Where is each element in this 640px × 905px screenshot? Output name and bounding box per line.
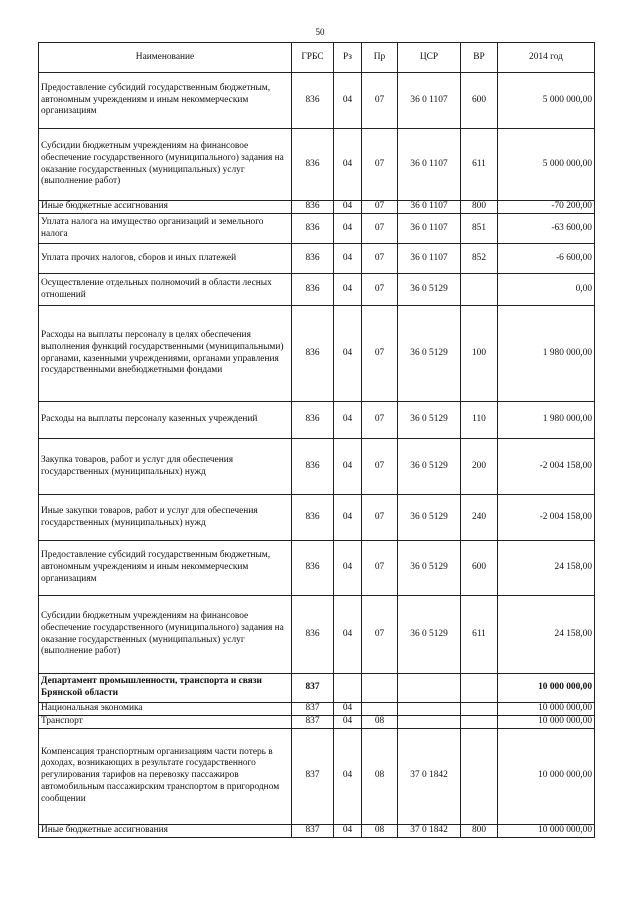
row-vr: 240 [461, 495, 498, 541]
row-amount: 24 158,00 [498, 596, 595, 674]
row-name: Иные бюджетные ассигнования [39, 201, 292, 214]
row-name: Компенсация транспортным организациям части потерь в доходах, возникающих в результате государственного регулирования тарифов на перевозку пассажиров автомобильным пассажирским транспортом в пригородном сообщении [39, 728, 292, 824]
row-grbs: 836 [292, 73, 334, 129]
header-name: Наименование [39, 43, 292, 73]
table-row [39, 201, 595, 214]
row-name: Предоставление субсидий государственным бюджетным, автономным учреждениям и иным некоммерческим организациям [39, 541, 292, 596]
row-pr: 07 [362, 244, 398, 274]
row-name: Предоставление субсидий государственным бюджетным, автономным учреждениям и иным некоммерческим организациям [39, 73, 292, 129]
row-grbs: 837 [292, 728, 334, 824]
row-vr: 600 [461, 73, 498, 129]
row-rz: 04 [334, 73, 362, 129]
row-rz: 04 [334, 439, 362, 495]
header-year: 2014 год [498, 43, 595, 73]
row-rz: 04 [334, 715, 362, 728]
row-grbs: 836 [292, 439, 334, 495]
row-vr: 200 [461, 439, 498, 495]
row-amount: -63 600,00 [498, 214, 595, 244]
row-grbs: 836 [292, 541, 334, 596]
row-rz: 04 [334, 596, 362, 674]
row-rz [334, 674, 362, 703]
table-row [39, 703, 595, 716]
row-rz: 04 [334, 824, 362, 837]
table-row [39, 728, 595, 824]
row-pr: 07 [362, 274, 398, 306]
row-name: Национальная экономика [39, 703, 292, 716]
row-csr: 36 0 5129 [398, 439, 461, 495]
row-amount: 5 000 000,00 [498, 129, 595, 201]
row-csr: 36 0 5129 [398, 541, 461, 596]
row-amount: -6 600,00 [498, 244, 595, 274]
row-vr: 800 [461, 824, 498, 837]
header-csr: ЦСР [398, 43, 461, 73]
row-csr: 36 0 5129 [398, 306, 461, 402]
row-vr: 800 [461, 201, 498, 214]
row-name: Расходы на выплаты персоналу в целях обеспечения выполнения функций государственными (муниципальными) органами, казенными учреждениями, органами управления государственными внебюджетными фондами [39, 306, 292, 402]
row-grbs: 836 [292, 596, 334, 674]
row-amount: 10 000 000,00 [498, 715, 595, 728]
row-pr: 07 [362, 495, 398, 541]
row-csr [398, 674, 461, 703]
row-grbs: 837 [292, 824, 334, 837]
row-pr: 08 [362, 715, 398, 728]
row-vr [461, 703, 498, 716]
header-rz: Рз [334, 43, 362, 73]
row-grbs: 837 [292, 674, 334, 703]
row-pr: 07 [362, 129, 398, 201]
row-grbs: 836 [292, 214, 334, 244]
row-vr [461, 674, 498, 703]
row-name: Осуществление отдельных полномочий в области лесных отношений [39, 274, 292, 306]
row-amount: 10 000 000,00 [498, 728, 595, 824]
row-pr: 07 [362, 439, 398, 495]
row-name: Закупка товаров, работ и услуг для обеспечения государственных (муниципальных) нужд [39, 439, 292, 495]
header-grbs: ГРБС [292, 43, 334, 73]
page-number: 50 [315, 27, 325, 37]
row-rz: 04 [334, 129, 362, 201]
row-rz: 04 [334, 244, 362, 274]
table-row [39, 674, 595, 703]
table-row [39, 439, 595, 495]
header-pr: Пр [362, 43, 398, 73]
row-amount: 0,00 [498, 274, 595, 306]
row-amount: 10 000 000,00 [498, 703, 595, 716]
row-rz: 04 [334, 728, 362, 824]
row-name: Уплата прочих налогов, сборов и иных платежей [39, 244, 292, 274]
row-pr [362, 703, 398, 716]
table-row [39, 495, 595, 541]
row-amount: -70 200,00 [498, 201, 595, 214]
row-vr: 851 [461, 214, 498, 244]
row-vr [461, 728, 498, 824]
row-name: Иные бюджетные ассигнования [39, 824, 292, 837]
row-csr: 37 0 1842 [398, 824, 461, 837]
row-grbs: 836 [292, 306, 334, 402]
row-name: Иные закупки товаров, работ и услуг для обеспечения государственных (муниципальных) нужд [39, 495, 292, 541]
row-rz: 04 [334, 201, 362, 214]
row-grbs: 836 [292, 244, 334, 274]
row-name: Транспорт [39, 715, 292, 728]
row-grbs: 836 [292, 129, 334, 201]
row-rz: 04 [334, 541, 362, 596]
row-pr [362, 674, 398, 703]
row-csr: 36 0 1107 [398, 129, 461, 201]
row-name: Субсидии бюджетным учреждениям на финансовое обеспечение государственного (муниципального) задания на оказание государственных (муниципальных) услуг (выполнение работ) [39, 596, 292, 674]
row-amount: 10 000 000,00 [498, 674, 595, 703]
row-rz: 04 [334, 402, 362, 439]
row-name: Субсидии бюджетным учреждениям на финансовое обеспечение государственного (муниципального) задания на оказание государственных (муниципальных) услуг (выполнение работ) [39, 129, 292, 201]
row-pr: 07 [362, 402, 398, 439]
row-amount: 24 158,00 [498, 541, 595, 596]
table-row [39, 715, 595, 728]
row-name: Уплата налога на имущество организаций и земельного налога [39, 214, 292, 244]
row-pr: 07 [362, 306, 398, 402]
table-row [39, 129, 595, 201]
table-row [39, 824, 595, 837]
table-row [39, 541, 595, 596]
row-rz: 04 [334, 214, 362, 244]
row-csr: 36 0 1107 [398, 201, 461, 214]
row-csr: 36 0 1107 [398, 73, 461, 129]
row-grbs: 836 [292, 201, 334, 214]
table-row [39, 73, 595, 129]
row-csr: 36 0 1107 [398, 244, 461, 274]
row-grbs: 837 [292, 703, 334, 716]
row-vr: 600 [461, 541, 498, 596]
row-amount: -2 004 158,00 [498, 495, 595, 541]
row-pr: 07 [362, 201, 398, 214]
row-pr: 07 [362, 73, 398, 129]
row-name: Расходы на выплаты персоналу казенных учреждений [39, 402, 292, 439]
header-vr: ВР [461, 43, 498, 73]
row-amount: 1 980 000,00 [498, 306, 595, 402]
row-csr: 36 0 5129 [398, 596, 461, 674]
row-vr: 100 [461, 306, 498, 402]
row-rz: 04 [334, 703, 362, 716]
row-pr: 07 [362, 596, 398, 674]
row-rz: 04 [334, 306, 362, 402]
row-grbs: 836 [292, 274, 334, 306]
row-grbs: 837 [292, 715, 334, 728]
row-name: Департамент промышленности, транспорта и связи Брянской области [39, 674, 292, 703]
row-csr [398, 715, 461, 728]
row-pr: 07 [362, 214, 398, 244]
row-csr: 36 0 5129 [398, 274, 461, 306]
row-pr: 07 [362, 541, 398, 596]
row-pr: 08 [362, 728, 398, 824]
row-rz: 04 [334, 495, 362, 541]
row-pr: 08 [362, 824, 398, 837]
row-amount: 5 000 000,00 [498, 73, 595, 129]
row-vr: 611 [461, 129, 498, 201]
row-vr: 852 [461, 244, 498, 274]
row-csr: 36 0 1107 [398, 214, 461, 244]
table-row [39, 306, 595, 402]
row-grbs: 836 [292, 495, 334, 541]
row-vr: 110 [461, 402, 498, 439]
budget-table [38, 42, 595, 838]
table-row [39, 402, 595, 439]
row-amount: 1 980 000,00 [498, 402, 595, 439]
row-vr [461, 274, 498, 306]
row-csr [398, 703, 461, 716]
row-amount: 10 000 000,00 [498, 824, 595, 837]
row-csr: 37 0 1842 [398, 728, 461, 824]
row-vr: 611 [461, 596, 498, 674]
row-grbs: 836 [292, 402, 334, 439]
row-csr: 36 0 5129 [398, 402, 461, 439]
row-rz: 04 [334, 274, 362, 306]
row-amount: -2 004 158,00 [498, 439, 595, 495]
row-csr: 36 0 5129 [398, 495, 461, 541]
table-header-row [39, 43, 595, 73]
table-row [39, 214, 595, 244]
table-row [39, 244, 595, 274]
table-row [39, 596, 595, 674]
row-vr [461, 715, 498, 728]
table-row [39, 274, 595, 306]
